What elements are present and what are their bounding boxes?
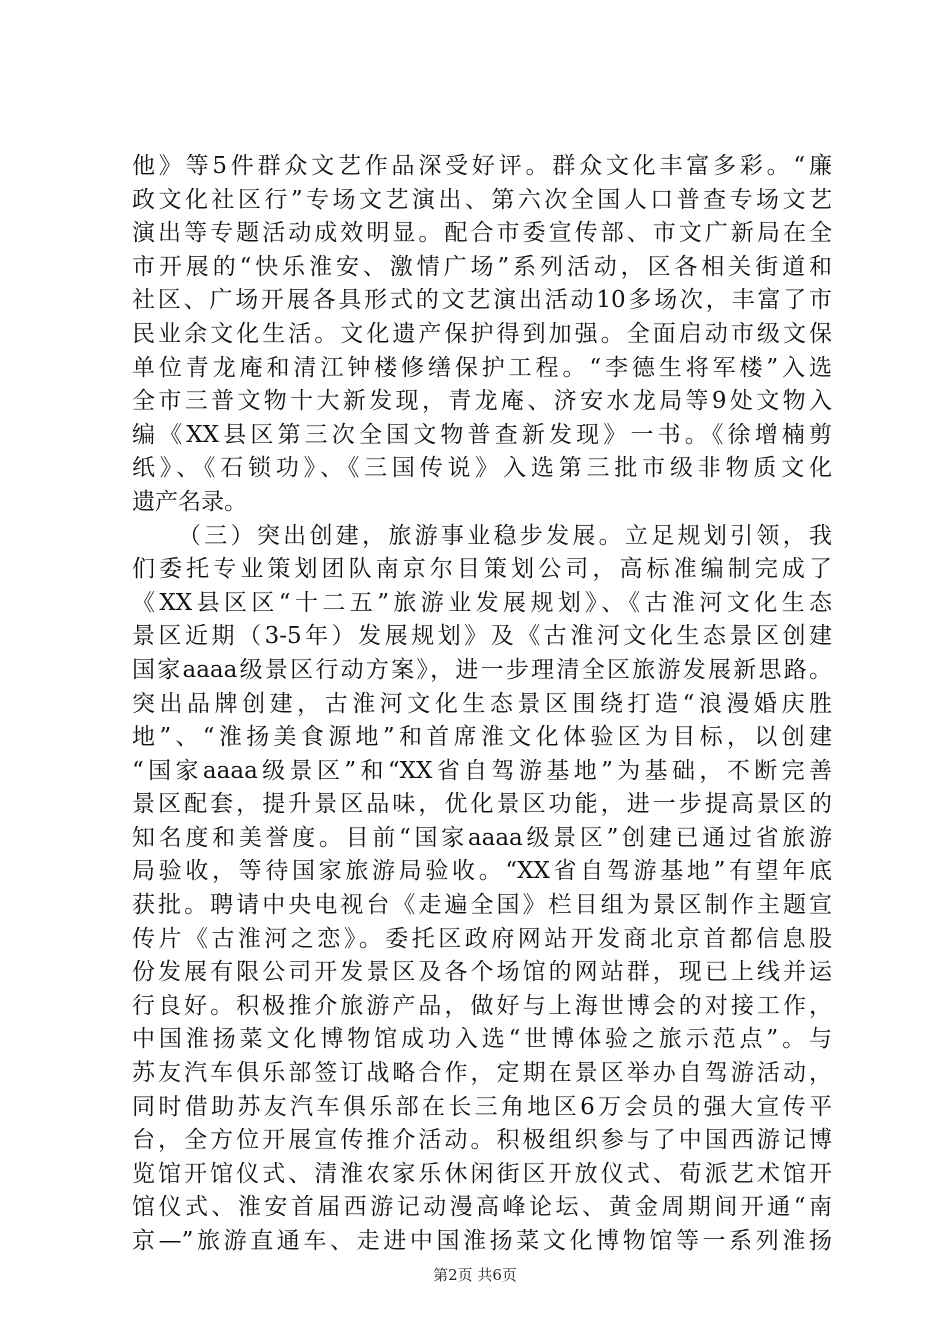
text-line: 京—”旅游直通车、走进中国淮扬菜文化博物馆等一系列淮扬 <box>132 1228 832 1254</box>
text-line: 纸》、《石锁功》、《三国传说》入选第三批市级非物质文化 <box>132 455 832 482</box>
text-line: 《XX县区区“十二五”旅游业发展规划》、《古淮河文化生态 <box>132 589 832 616</box>
text-line: 演出等专题活动成效明显。配合市委宣传部、市文广新局在全 <box>132 220 832 247</box>
text-line: 遗产名录。 <box>132 488 247 515</box>
text-line: 市开展的“快乐淮安、激情广场”系列活动，区各相关街道和 <box>132 253 832 280</box>
page-number-footer: 第2页 共6页 <box>433 1266 517 1284</box>
body-text <box>132 150 832 1259</box>
text-line: “国家aaaa级景区”和“XX省自驾游基地”为基础，不断完善 <box>132 757 832 784</box>
text-line: 社区、广场开展各具形式的文艺演出活动10多场次，丰富了市 <box>132 287 832 314</box>
text-line: 单位青龙庵和清江钟楼修缮保护工程。“李德生将军楼”入选 <box>132 354 832 381</box>
text-line: 知名度和美誉度。目前“国家aaaa级景区”创建已通过省旅游 <box>132 824 832 851</box>
text-line: 政文化社区行”专场文艺演出、第六次全国人口普查专场文艺 <box>132 186 832 213</box>
text-line: 获批。聘请中央电视台《走遍全国》栏目组为景区制作主题宣 <box>132 892 832 919</box>
text-line: 编《XX县区第三次全国文物普查新发现》一书。《徐增楠剪 <box>132 421 832 448</box>
text-line: 苏友汽车俱乐部签订战略合作，定期在景区举办自驾游活动， <box>132 1060 832 1087</box>
text-line: 国家aaaa级景区行动方案》，进一步理清全区旅游发展新思路。 <box>132 656 832 683</box>
text-line: 同时借助苏友汽车俱乐部在长三角地区6万会员的强大宣传平 <box>132 1093 832 1120</box>
text-line: 台，全方位开展宣传推介活动。积极组织参与了中国西游记博 <box>132 1127 832 1154</box>
text-line: 地”、“淮扬美食源地”和首席淮文化体验区为目标，以创建 <box>132 724 832 751</box>
text-line: 他》等5件群众文艺作品深受好评。群众文化丰富多彩。“廉 <box>132 153 832 179</box>
text-line: 传片《古淮河之恋》。委托区政府网站开发商北京首都信息股 <box>132 925 832 952</box>
text-line: 馆仪式、淮安首届西游记动漫高峰论坛、黄金周期间开通“南 <box>132 1194 832 1221</box>
text-line: 突出品牌创建，古淮河文化生态景区围绕打造“浪漫婚庆胜 <box>132 690 832 717</box>
text-line: 全市三普文物十大新发现，青龙庵、济安水龙局等9处文物入 <box>132 388 832 415</box>
text-line: 局验收，等待国家旅游局验收。“XX省自驾游基地”有望年底 <box>132 858 832 885</box>
text-line: 景区配套，提升景区品味，优化景区功能，进一步提高景区的 <box>132 791 832 818</box>
text-line: 览馆开馆仪式、清淮农家乐休闲街区开放仪式、荀派艺术馆开 <box>132 1160 832 1187</box>
text-line: 份发展有限公司开发景区及各个场馆的网站群，现已上线并运 <box>132 959 832 986</box>
text-line: 中国淮扬菜文化博物馆成功入选“世博体验之旅示范点”。与 <box>132 1026 832 1053</box>
text-line: 民业余文化生活。文化遗产保护得到加强。全面启动市级文保 <box>132 320 832 347</box>
text-line: 行良好。积极推介旅游产品，做好与上海世博会的对接工作， <box>132 992 832 1019</box>
section-heading-line: （三）突出创建，旅游事业稳步发展。立足规划引领，我 <box>178 522 832 549</box>
text-line: 们委托专业策划团队南京尔目策划公司，高标准编制完成了 <box>132 556 832 583</box>
text-line: 景区近期（3-5年）发展规划》及《古淮河文化生态景区创建 <box>132 623 832 650</box>
